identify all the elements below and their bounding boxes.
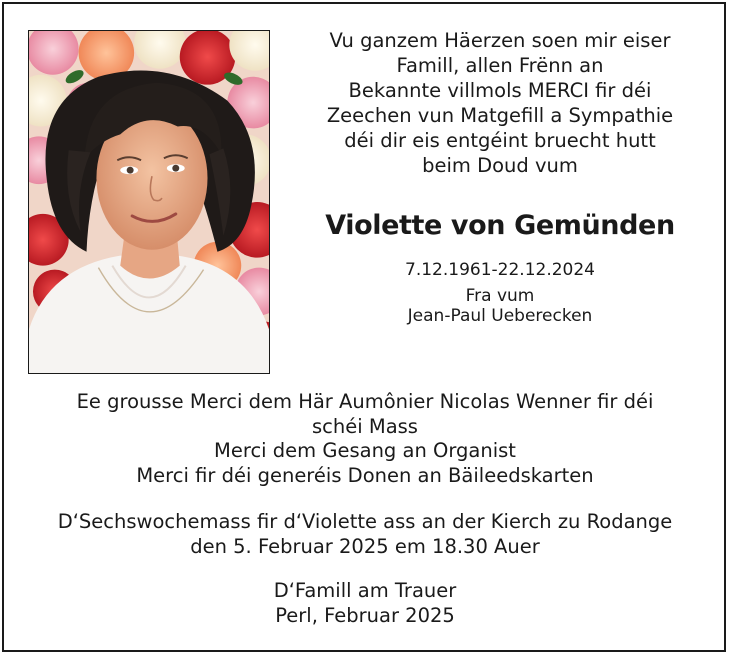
thanks-intro	[290, 28, 710, 178]
mass-line: den 5. Februar 2025 em 18.30 Auer	[190, 534, 540, 558]
intro-line: Zeechen vun Matgefill a Sympathie	[326, 104, 674, 127]
portrait-image	[29, 31, 269, 373]
signoff-line: Perl, Februar 2025	[275, 603, 455, 627]
mass-announcement	[0, 510, 730, 559]
life-dates: 7.12.1961-22.12.2024	[405, 260, 595, 280]
portrait-photo	[28, 30, 270, 374]
intro-line: Bekannte villmols MERCI fir déi	[348, 79, 652, 102]
deceased-name: Violette von Gemünden	[325, 210, 675, 241]
intro-line: Vu ganzem Häerzen soen mir eiser	[329, 29, 671, 52]
thanks-line: Ee grousse Merci dem Här Aumônier Nicolas Wenner fir déi	[76, 390, 654, 413]
spouse-name: Jean-Paul Ueberecken	[407, 306, 593, 326]
thanks-line: Merci fir déi generéis Donen an Bäileedskarten	[136, 463, 594, 487]
thanks-block	[0, 390, 730, 488]
mass-line: D‘Sechswochemass fir d‘Violette ass an der Kierch zu Rodange	[57, 510, 673, 533]
thanks-line: schéi Mass	[312, 414, 418, 438]
intro-line: déi dir eis entgéint bruecht hutt	[344, 129, 656, 152]
signoff-line: D‘Famill am Trauer	[273, 579, 457, 602]
intro-line: beim Doud vum	[422, 154, 578, 177]
spouse-label: Fra vum	[465, 286, 535, 306]
signoff	[0, 579, 730, 628]
thanks-line: Merci dem Gesang an Organist	[214, 439, 516, 462]
intro-line: Famill, allen Frënn an	[396, 54, 604, 77]
